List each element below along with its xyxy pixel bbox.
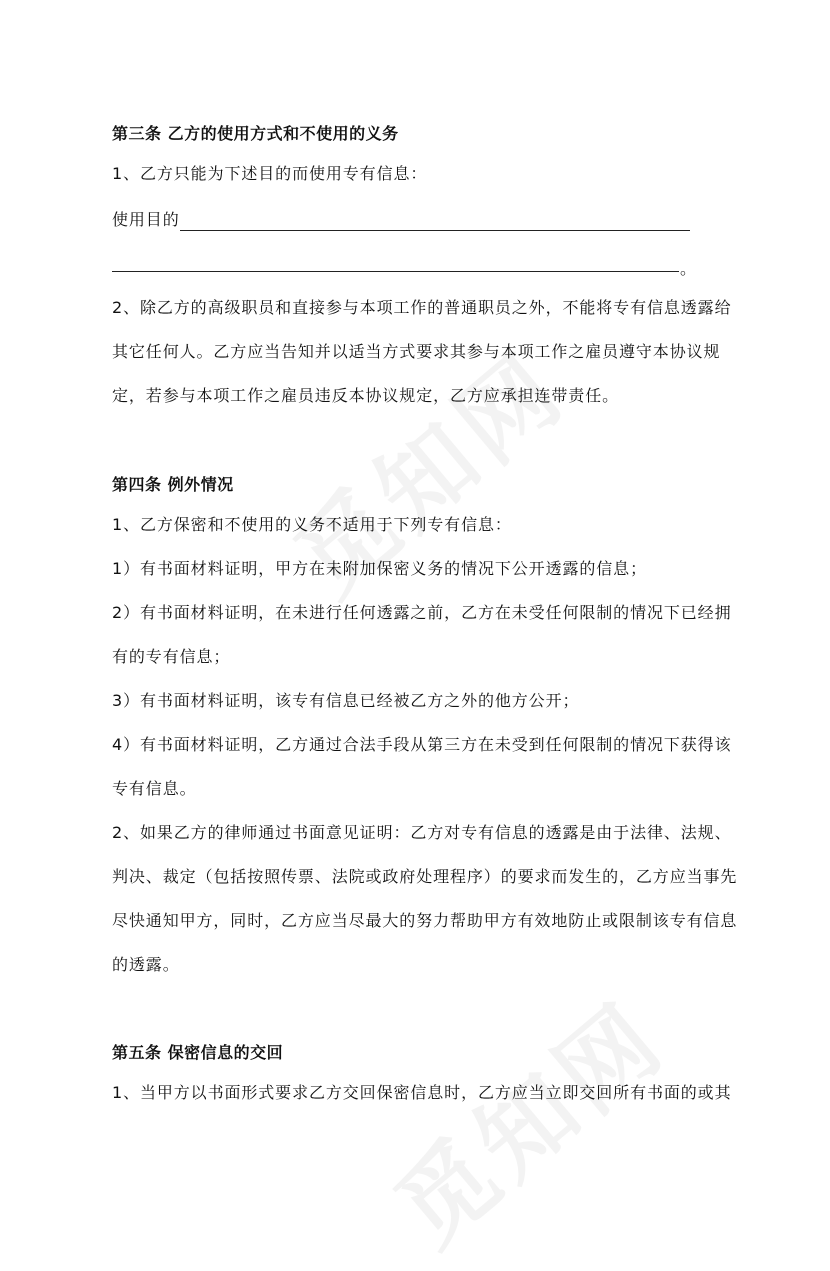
section-4-sub-1: 1）有书面材料证明，甲方在未附加保密义务的情况下公开透露的信息； xyxy=(112,559,647,578)
section-4-item-2-line-3: 尽快通知甲方，同时，乙方应当尽最大的努力帮助甲方有效地防止或限制该专有信息 xyxy=(112,911,738,930)
purpose-blank-line-1[interactable] xyxy=(180,230,690,231)
section-4-sub-2-line-1: 2）有书面材料证明，在未进行任何透露之前，乙方在未受任何限制的情况下已经拥 xyxy=(112,603,732,622)
purpose-label: 使用目的 xyxy=(112,210,180,229)
section-3-item-2-line-1: 2、除乙方的高级职员和直接参与本项工作的普通职员之外，不能将专有信息透露给 xyxy=(112,298,732,317)
section-4-item-2-line-4: 的透露。 xyxy=(112,955,180,974)
purpose-end-mark: 。 xyxy=(680,259,697,278)
section-3-heading: 第三条 乙方的使用方式和不使用的义务 xyxy=(112,124,399,143)
section-3-item-1: 1、乙方只能为下述目的而使用专有信息： xyxy=(112,164,428,183)
section-4-heading: 第四条 例外情况 xyxy=(112,475,234,494)
section-4-sub-2-line-2: 有的专有信息； xyxy=(112,647,231,666)
section-4-item-2-line-2: 判决、裁定（包括按照传票、法院或政府处理程序）的要求而发生的，乙方应当事先 xyxy=(112,867,738,886)
section-4-sub-4-line-2: 专有信息。 xyxy=(112,779,197,798)
purpose-blank-line-2[interactable] xyxy=(112,271,679,272)
section-5-heading: 第五条 保密信息的交回 xyxy=(112,1043,284,1062)
section-5-item-1: 1、当甲方以书面形式要求乙方交回保密信息时，乙方应当立即交回所有书面的或其 xyxy=(112,1083,732,1102)
section-4-item-2-line-1: 2、如果乙方的律师通过书面意见证明：乙方对专有信息的透露是由于法律、法规、 xyxy=(112,823,732,842)
section-3-item-2-line-2: 其它任何人。乙方应当告知并以适当方式要求其参与本项工作之雇员遵守本协议规 xyxy=(112,342,721,361)
section-3-item-2-line-3: 定，若参与本项工作之雇员违反本协议规定，乙方应承担连带责任。 xyxy=(112,386,620,405)
section-4-sub-4-line-1: 4）有书面材料证明，乙方通过合法手段从第三方在未受到任何限制的情况下获得该 xyxy=(112,735,732,754)
section-4-item-1: 1、乙方保密和不使用的义务不适用于下列专有信息： xyxy=(112,515,512,534)
section-4-sub-3: 3）有书面材料证明，该专有信息已经被乙方之外的他方公开； xyxy=(112,691,580,710)
